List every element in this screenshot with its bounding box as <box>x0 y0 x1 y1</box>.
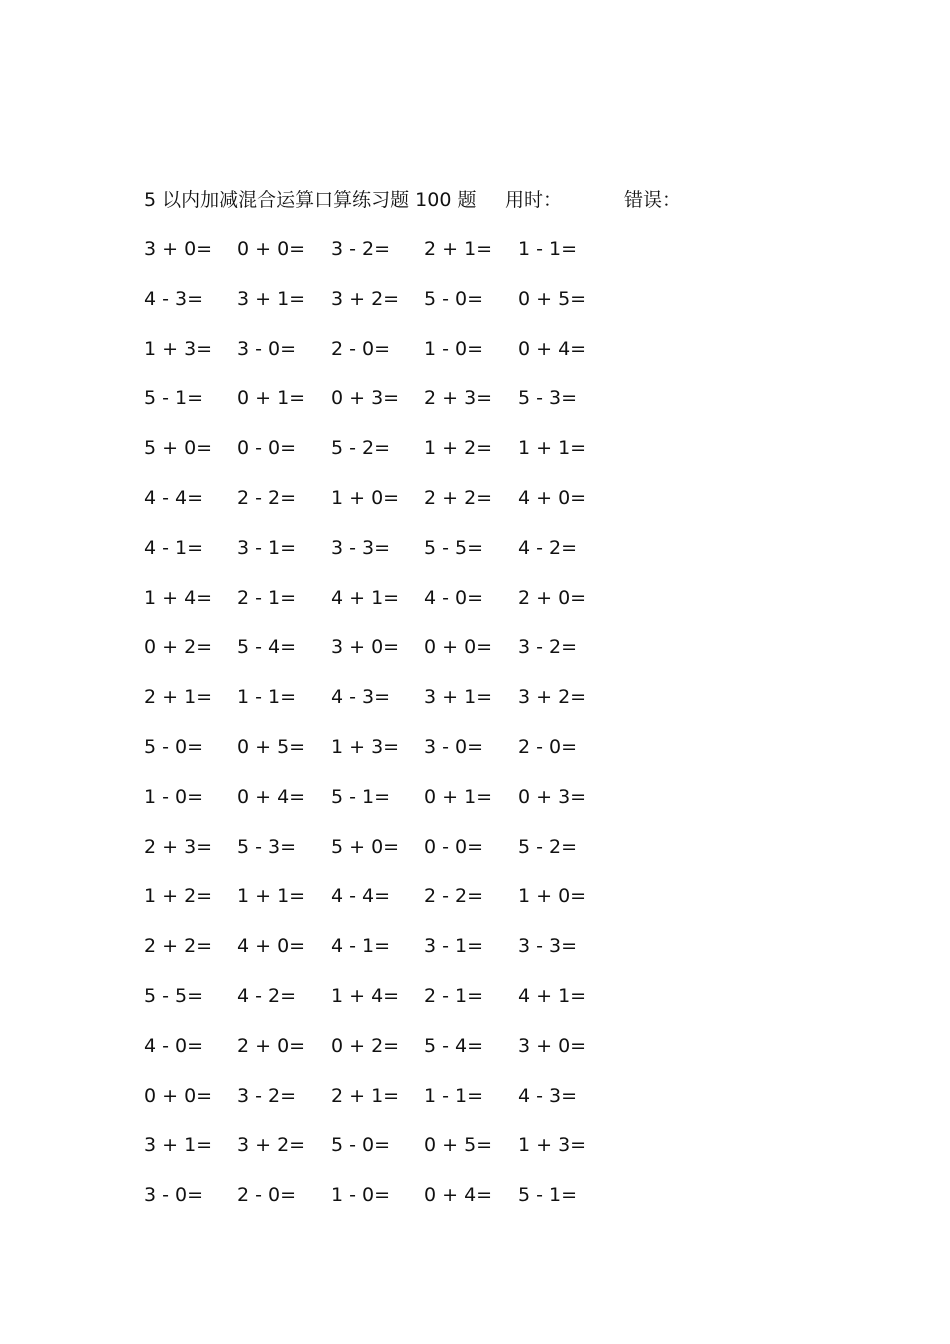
time-used-label: 用时： <box>505 189 563 211</box>
problem-item: 2 - 2= <box>424 885 484 908</box>
problem-item: 3 - 1= <box>237 536 297 559</box>
problem-item: 2 - 0= <box>331 337 391 360</box>
problem-item: 5 - 3= <box>237 835 297 858</box>
problem-item: 0 - 0= <box>237 437 297 460</box>
problem-item: 4 - 1= <box>144 536 204 559</box>
problem-item: 1 + 2= <box>424 437 493 460</box>
problem-grid <box>0 232 950 1228</box>
problem-item: 3 + 1= <box>424 686 493 709</box>
problem-item: 0 + 4= <box>424 1184 493 1207</box>
problem-item: 4 - 2= <box>518 536 578 559</box>
problem-item: 3 + 0= <box>331 636 400 659</box>
problem-item: 1 + 3= <box>144 337 213 360</box>
problem-item: 2 - 1= <box>424 984 484 1007</box>
problem-row <box>0 830 950 880</box>
problem-item: 1 + 4= <box>331 984 400 1007</box>
problem-row <box>0 531 950 581</box>
problem-row <box>0 1079 950 1129</box>
problem-item: 0 + 2= <box>144 636 213 659</box>
problem-item: 3 + 0= <box>518 1034 587 1057</box>
problem-row <box>0 332 950 382</box>
problem-row <box>0 1178 950 1228</box>
problem-item: 0 + 0= <box>237 238 306 260</box>
problem-item: 0 + 5= <box>237 735 306 758</box>
problem-row <box>0 581 950 631</box>
problem-item: 0 + 0= <box>424 636 493 659</box>
problem-item: 2 - 2= <box>237 486 297 509</box>
problem-row <box>0 481 950 531</box>
error-count-label: 错误： <box>624 189 682 211</box>
problem-item: 4 - 3= <box>331 686 391 709</box>
problem-item: 4 - 1= <box>331 935 391 958</box>
problem-item: 2 + 0= <box>518 586 587 609</box>
problem-item: 5 - 4= <box>424 1034 484 1057</box>
problem-item: 5 + 0= <box>144 437 213 460</box>
problem-item: 5 - 0= <box>424 287 484 310</box>
problem-item: 4 - 3= <box>518 1084 578 1107</box>
problem-row <box>0 680 950 730</box>
problem-item: 0 + 3= <box>518 785 587 808</box>
problem-item: 1 + 2= <box>144 885 213 908</box>
problem-item: 3 + 2= <box>237 1134 306 1157</box>
problem-item: 4 + 1= <box>331 586 400 609</box>
problem-item: 5 - 1= <box>144 387 204 410</box>
problem-item: 4 - 0= <box>424 586 484 609</box>
problem-item: 5 - 1= <box>518 1184 578 1207</box>
problem-item: 0 + 1= <box>424 785 493 808</box>
problem-item: 1 - 1= <box>237 686 297 709</box>
problem-item: 1 - 1= <box>424 1084 484 1107</box>
problem-item: 4 - 4= <box>331 885 391 908</box>
problem-item: 2 + 2= <box>424 486 493 509</box>
problem-row <box>0 730 950 780</box>
problem-item: 1 - 1= <box>518 238 578 260</box>
problem-item: 4 + 0= <box>237 935 306 958</box>
problem-item: 5 - 0= <box>144 735 204 758</box>
problem-row <box>0 232 950 282</box>
problem-item: 1 + 0= <box>331 486 400 509</box>
problem-item: 5 - 5= <box>144 984 204 1007</box>
problem-item: 2 + 1= <box>144 686 213 709</box>
problem-item: 5 - 3= <box>518 387 578 410</box>
problem-item: 1 + 3= <box>518 1134 587 1157</box>
problem-item: 0 + 1= <box>237 387 306 410</box>
problem-item: 2 + 2= <box>144 935 213 958</box>
problem-item: 5 - 2= <box>518 835 578 858</box>
problem-row <box>0 381 950 431</box>
problem-row <box>0 282 950 332</box>
problem-item: 0 + 2= <box>331 1034 400 1057</box>
problem-item: 1 + 1= <box>237 885 306 908</box>
problem-item: 0 + 0= <box>144 1084 213 1107</box>
problem-row <box>0 780 950 830</box>
problem-item: 3 - 2= <box>237 1084 297 1107</box>
problem-row <box>0 431 950 481</box>
problem-item: 5 - 1= <box>331 785 391 808</box>
problem-item: 3 - 1= <box>424 935 484 958</box>
problem-item: 1 - 0= <box>424 337 484 360</box>
problem-item: 2 + 0= <box>237 1034 306 1057</box>
problem-item: 2 - 1= <box>237 586 297 609</box>
problem-item: 3 - 2= <box>331 238 391 260</box>
problem-row <box>0 630 950 680</box>
problem-item: 4 + 1= <box>518 984 587 1007</box>
problem-item: 3 - 3= <box>518 935 578 958</box>
problem-item: 1 + 4= <box>144 586 213 609</box>
problem-item: 3 + 1= <box>237 287 306 310</box>
problem-item: 3 - 0= <box>237 337 297 360</box>
problem-item: 4 - 4= <box>144 486 204 509</box>
problem-item: 4 - 2= <box>237 984 297 1007</box>
problem-item: 1 + 0= <box>518 885 587 908</box>
problem-item: 5 - 5= <box>424 536 484 559</box>
problem-item: 2 - 0= <box>237 1184 297 1207</box>
problem-item: 4 - 0= <box>144 1034 204 1057</box>
problem-item: 3 - 0= <box>144 1184 204 1207</box>
problem-item: 2 + 1= <box>331 1084 400 1107</box>
problem-item: 3 - 0= <box>424 735 484 758</box>
problem-item: 4 - 3= <box>144 287 204 310</box>
problem-item: 3 + 0= <box>144 238 213 260</box>
problem-item: 3 + 1= <box>144 1134 213 1157</box>
problem-item: 2 + 3= <box>424 387 493 410</box>
problem-item: 0 - 0= <box>424 835 484 858</box>
problem-item: 0 + 4= <box>518 337 587 360</box>
problem-item: 0 + 3= <box>331 387 400 410</box>
problem-item: 2 + 3= <box>144 835 213 858</box>
problem-item: 1 + 3= <box>331 735 400 758</box>
problem-item: 3 - 2= <box>518 636 578 659</box>
problem-item: 5 - 4= <box>237 636 297 659</box>
problem-item: 5 - 2= <box>331 437 391 460</box>
problem-item: 3 - 3= <box>331 536 391 559</box>
problem-item: 2 - 0= <box>518 735 578 758</box>
problem-item: 4 + 0= <box>518 486 587 509</box>
problem-item: 3 + 2= <box>331 287 400 310</box>
problem-item: 0 + 5= <box>518 287 587 310</box>
problem-row <box>0 979 950 1029</box>
problem-row <box>0 929 950 979</box>
problem-item: 2 + 1= <box>424 238 493 260</box>
problem-item: 1 - 0= <box>144 785 204 808</box>
problem-item: 1 + 1= <box>518 437 587 460</box>
problem-item: 1 - 0= <box>331 1184 391 1207</box>
worksheet-header <box>0 186 950 214</box>
problem-item: 5 - 0= <box>331 1134 391 1157</box>
problem-item: 3 + 2= <box>518 686 587 709</box>
problem-row <box>0 1029 950 1079</box>
problem-item: 0 + 5= <box>424 1134 493 1157</box>
problem-row <box>0 1128 950 1178</box>
problem-item: 5 + 0= <box>331 835 400 858</box>
problem-item: 0 + 4= <box>237 785 306 808</box>
problem-row <box>0 879 950 929</box>
worksheet-title: 5 以内加减混合运算口算练习题 100 题 <box>144 189 477 211</box>
